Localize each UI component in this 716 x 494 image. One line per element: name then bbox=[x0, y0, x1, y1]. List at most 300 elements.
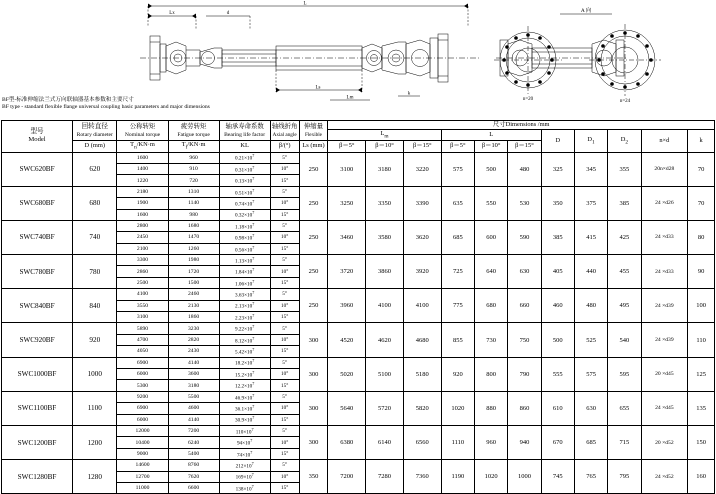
cell-D1: 685 bbox=[574, 425, 607, 459]
cell-bearing-life: $46.9\times 10^7$ bbox=[219, 391, 270, 402]
cell-fatigue-torque: 1310 bbox=[168, 186, 219, 197]
cell-nominal-torque: 3550 bbox=[117, 300, 168, 311]
cell-l-b5: 685 bbox=[441, 220, 474, 254]
cell-k: 70 bbox=[688, 152, 715, 186]
cell-flexible: 250 bbox=[299, 255, 328, 289]
th-fatigue-torque: 疲劳转矩 Fatigue torque bbox=[168, 121, 219, 141]
cell-nominal-torque: 12700 bbox=[117, 471, 168, 482]
cell-D1: 440 bbox=[574, 255, 607, 289]
cell-D1: 525 bbox=[574, 323, 607, 357]
cell-l-b5: 920 bbox=[441, 357, 474, 391]
cell-lm-b15: 3620 bbox=[403, 220, 441, 254]
cell-diameter: 740 bbox=[73, 220, 117, 254]
cell-D2: 355 bbox=[608, 152, 641, 186]
cell-axial-angle: 10° bbox=[270, 300, 299, 311]
th-dimensions: 尺寸Dimensions /mm bbox=[328, 121, 715, 130]
cell-nominal-torque: 4100 bbox=[117, 289, 168, 300]
cell-nominal-torque: 2800 bbox=[117, 220, 168, 231]
cell-bearing-life: $212\times 10^7$ bbox=[219, 460, 270, 471]
cell-D1: 575 bbox=[574, 357, 607, 391]
cell-D: 670 bbox=[541, 425, 574, 459]
cell-bearing-life: $138\times 10^7$ bbox=[219, 482, 270, 493]
cell-axial-angle: 10° bbox=[270, 334, 299, 345]
cell-lm-b15: 4680 bbox=[403, 323, 441, 357]
svg-text:Ls: Ls bbox=[315, 85, 321, 91]
table-row bbox=[2, 289, 715, 300]
th-D1: $D_1$ bbox=[574, 130, 607, 153]
cell-D: 405 bbox=[541, 255, 574, 289]
th-ls: Ls (mm) bbox=[299, 141, 328, 152]
svg-text:Lx: Lx bbox=[169, 11, 175, 17]
cell-D2: 455 bbox=[608, 255, 641, 289]
table-row bbox=[2, 186, 715, 197]
cell-nxd: 20 ×d52 bbox=[641, 425, 688, 459]
cell-D1: 480 bbox=[574, 289, 607, 323]
caption-en: BF type - standard flexible flange universal coupling basic parameters and major dimensions bbox=[2, 104, 210, 111]
cell-bearing-life: $0.56\times 10^7$ bbox=[219, 243, 270, 254]
cell-axial-angle: 5° bbox=[270, 289, 299, 300]
cell-lm-b10: 3180 bbox=[366, 152, 404, 186]
svg-text:L: L bbox=[303, 1, 307, 7]
cell-bearing-life: $1.18\times 10^7$ bbox=[219, 220, 270, 231]
cell-bearing-life: $3.63\times 10^7$ bbox=[219, 289, 270, 300]
cell-bearing-life: $36.1\times 10^7$ bbox=[219, 403, 270, 414]
cell-nxd: 24 ×d39 bbox=[641, 289, 688, 323]
cell-axial-angle: 10° bbox=[270, 198, 299, 209]
cell-l-b5: 1110 bbox=[441, 425, 474, 459]
cell-nominal-torque: 2180 bbox=[117, 186, 168, 197]
table-body bbox=[2, 152, 715, 494]
cell-lm-b10: 6140 bbox=[366, 425, 404, 459]
cell-D2: 540 bbox=[608, 323, 641, 357]
cell-axial-angle: 15° bbox=[270, 312, 299, 323]
th-kl: KL bbox=[219, 141, 270, 152]
th-lm-b10: β＝10° bbox=[366, 141, 404, 152]
cell-bearing-life: $9.22\times 10^7$ bbox=[219, 323, 270, 334]
cell-l-b15: 860 bbox=[508, 391, 541, 425]
cell-nominal-torque: 10400 bbox=[117, 437, 168, 448]
cell-axial-angle: 5° bbox=[270, 460, 299, 471]
cell-D: 555 bbox=[541, 357, 574, 391]
th-k: k bbox=[688, 130, 715, 153]
cell-model: SWC840BF bbox=[2, 289, 73, 323]
table-row bbox=[2, 255, 715, 266]
cell-lm-b10: 7280 bbox=[366, 460, 404, 494]
cell-D: 500 bbox=[541, 323, 574, 357]
cell-fatigue-torque: 5500 bbox=[168, 391, 219, 402]
cell-fatigue-torque: 1260 bbox=[168, 243, 219, 254]
cell-fatigue-torque: 4140 bbox=[168, 357, 219, 368]
cell-bearing-life: $0.98\times 10^7$ bbox=[219, 232, 270, 243]
svg-text:k: k bbox=[407, 91, 411, 97]
cell-l-b15: 530 bbox=[508, 186, 541, 220]
cell-bearing-life: $1.84\times 10^7$ bbox=[219, 266, 270, 277]
cell-nominal-torque: 2500 bbox=[117, 277, 168, 288]
cell-diameter: 780 bbox=[73, 255, 117, 289]
cell-l-b10: 680 bbox=[474, 289, 507, 323]
cell-nominal-torque: 12000 bbox=[117, 425, 168, 436]
cell-axial-angle: 5° bbox=[270, 152, 299, 163]
cell-D2: 655 bbox=[608, 391, 641, 425]
cell-axial-angle: 10° bbox=[270, 437, 299, 448]
cell-diameter: 1100 bbox=[73, 391, 117, 425]
cell-nxd: 24 ×d45 bbox=[641, 391, 688, 425]
cell-diameter: 1000 bbox=[73, 357, 117, 391]
cell-l-b15: 660 bbox=[508, 289, 541, 323]
cell-l-b15: 1000 bbox=[508, 460, 541, 494]
cell-bearing-life: $5.42\times 10^7$ bbox=[219, 346, 270, 357]
cell-diameter: 1280 bbox=[73, 460, 117, 494]
cell-fatigue-torque: 1720 bbox=[168, 266, 219, 277]
cell-fatigue-torque: 1680 bbox=[168, 220, 219, 231]
cell-l-b10: 600 bbox=[474, 220, 507, 254]
cell-axial-angle: 15° bbox=[270, 346, 299, 357]
cell-l-b15: 940 bbox=[508, 425, 541, 459]
cell-fatigue-torque: 2130 bbox=[168, 300, 219, 311]
cell-axial-angle: 10° bbox=[270, 403, 299, 414]
cell-bearing-life: $94\times 10^7$ bbox=[219, 437, 270, 448]
cell-axial-angle: 15° bbox=[270, 380, 299, 391]
th-beta: β/(°) bbox=[270, 141, 299, 152]
cell-nominal-torque: 1600 bbox=[117, 152, 168, 163]
svg-text:d: d bbox=[226, 11, 230, 17]
cell-bearing-life: $1.06\times 10^7$ bbox=[219, 277, 270, 288]
cell-nominal-torque: 5890 bbox=[117, 323, 168, 334]
th-lm-group: $L_m$ bbox=[328, 130, 441, 141]
cell-l-b5: 635 bbox=[441, 186, 474, 220]
cell-fatigue-torque: 960 bbox=[168, 152, 219, 163]
cell-lm-b10: 3860 bbox=[366, 255, 404, 289]
cell-axial-angle: 15° bbox=[270, 209, 299, 220]
cell-bearing-life: $8.12\times 10^7$ bbox=[219, 334, 270, 345]
cell-l-b10: 640 bbox=[474, 255, 507, 289]
cell-lm-b10: 3580 bbox=[366, 220, 404, 254]
cell-bearing-life: $110\times 10^7$ bbox=[219, 425, 270, 436]
cell-nominal-torque: 14600 bbox=[117, 460, 168, 471]
cell-l-b10: 880 bbox=[474, 391, 507, 425]
cell-D2: 425 bbox=[608, 220, 641, 254]
cell-nominal-torque: 6900 bbox=[117, 403, 168, 414]
table-header bbox=[2, 121, 715, 153]
cell-l-b10: 550 bbox=[474, 186, 507, 220]
table-row bbox=[2, 323, 715, 334]
table-row bbox=[2, 391, 715, 402]
cell-bearing-life: $0.32\times 10^7$ bbox=[219, 209, 270, 220]
cell-bearing-life: $12.2\times 10^7$ bbox=[219, 380, 270, 391]
cell-model: SWC740BF bbox=[2, 220, 73, 254]
svg-text:Lm: Lm bbox=[346, 95, 354, 101]
cell-flexible: 300 bbox=[299, 357, 328, 391]
cell-l-b10: 730 bbox=[474, 323, 507, 357]
cell-D1: 415 bbox=[574, 220, 607, 254]
cell-nxd: 24 ×d39 bbox=[641, 323, 688, 357]
cell-nominal-torque: 4050 bbox=[117, 346, 168, 357]
cell-bearing-life: $2.23\times 10^7$ bbox=[219, 312, 270, 323]
cell-fatigue-torque: 6600 bbox=[168, 482, 219, 493]
th-l-b5: β＝5° bbox=[441, 141, 474, 152]
cell-diameter: 620 bbox=[73, 152, 117, 186]
cell-nxd: 24 ×d52 bbox=[641, 460, 688, 494]
cell-l-b5: 725 bbox=[441, 255, 474, 289]
cell-model: SWC1100BF bbox=[2, 391, 73, 425]
cell-fatigue-torque: 6240 bbox=[168, 437, 219, 448]
cell-lm-b5: 6380 bbox=[328, 425, 366, 459]
cell-diameter: 680 bbox=[73, 186, 117, 220]
cell-nominal-torque: 11000 bbox=[117, 482, 168, 493]
cell-D1: 630 bbox=[574, 391, 607, 425]
cell-axial-angle: 10° bbox=[270, 471, 299, 482]
cell-axial-angle: 15° bbox=[270, 482, 299, 493]
cell-fatigue-torque: 1980 bbox=[168, 255, 219, 266]
cell-D: 460 bbox=[541, 289, 574, 323]
cell-k: 80 bbox=[688, 220, 715, 254]
cell-k: 90 bbox=[688, 255, 715, 289]
cell-lm-b5: 7200 bbox=[328, 460, 366, 494]
cell-nominal-torque: 1400 bbox=[117, 163, 168, 174]
cell-model: SWC920BF bbox=[2, 323, 73, 357]
cell-bearing-life: $2.13\times 10^7$ bbox=[219, 300, 270, 311]
cell-D2: 795 bbox=[608, 460, 641, 494]
cell-l-b5: 855 bbox=[441, 323, 474, 357]
cell-lm-b15: 3920 bbox=[403, 255, 441, 289]
th-axial-angle: 轴线折角 Axial angle bbox=[270, 121, 299, 141]
cell-nominal-torque: 6900 bbox=[117, 357, 168, 368]
cell-lm-b10: 4100 bbox=[366, 289, 404, 323]
cell-flexible: 250 bbox=[299, 186, 328, 220]
cell-fatigue-torque: 7620 bbox=[168, 471, 219, 482]
cell-fatigue-torque: 2460 bbox=[168, 289, 219, 300]
cell-nxd: 24 ×d26 bbox=[641, 186, 688, 220]
cell-nominal-torque: 1600 bbox=[117, 209, 168, 220]
cell-l-b10: 500 bbox=[474, 152, 507, 186]
cell-nominal-torque: 1220 bbox=[117, 175, 168, 186]
cell-axial-angle: 15° bbox=[270, 277, 299, 288]
cell-nominal-torque: 2860 bbox=[117, 266, 168, 277]
cell-fatigue-torque: 2820 bbox=[168, 334, 219, 345]
cell-model: SWC680BF bbox=[2, 186, 73, 220]
cell-model: SWC1200BF bbox=[2, 425, 73, 459]
cell-axial-angle: 10° bbox=[270, 266, 299, 277]
cell-fatigue-torque: 3600 bbox=[168, 368, 219, 379]
cell-bearing-life: $169\times 10^7$ bbox=[219, 471, 270, 482]
th-lm-b5: β＝5° bbox=[328, 141, 366, 152]
cell-lm-b15: 3220 bbox=[403, 152, 441, 186]
cell-fatigue-torque: 4140 bbox=[168, 414, 219, 425]
cell-lm-b15: 5180 bbox=[403, 357, 441, 391]
cell-D2: 385 bbox=[608, 186, 641, 220]
cell-fatigue-torque: 1470 bbox=[168, 232, 219, 243]
cell-bearing-life: $18.2\times 10^7$ bbox=[219, 357, 270, 368]
cell-axial-angle: 5° bbox=[270, 186, 299, 197]
cell-diameter: 840 bbox=[73, 289, 117, 323]
table-row bbox=[2, 425, 715, 436]
cell-D: 350 bbox=[541, 186, 574, 220]
cell-lm-b5: 5640 bbox=[328, 391, 366, 425]
cell-fatigue-torque: 720 bbox=[168, 175, 219, 186]
cell-diameter: 1200 bbox=[73, 425, 117, 459]
cell-lm-b5: 4520 bbox=[328, 323, 366, 357]
th-l-b15: β＝15° bbox=[508, 141, 541, 152]
cell-lm-b10: 5100 bbox=[366, 357, 404, 391]
caption-cn: BF型-标准伸缩法兰式万向联轴器基本参数和主要尺寸 bbox=[2, 97, 134, 103]
cell-nominal-torque: 4700 bbox=[117, 334, 168, 345]
cell-nominal-torque: 9000 bbox=[117, 448, 168, 459]
table-row bbox=[2, 152, 715, 163]
cell-l-b5: 1020 bbox=[441, 391, 474, 425]
cell-k: 70 bbox=[688, 186, 715, 220]
cell-lm-b15: 3390 bbox=[403, 186, 441, 220]
figure-caption bbox=[2, 97, 210, 111]
cell-nominal-torque: 3300 bbox=[117, 255, 168, 266]
th-bearing-life: 轴承寿命系数 Bearing life factor bbox=[219, 121, 270, 141]
cell-axial-angle: 10° bbox=[270, 232, 299, 243]
cell-model: SWC620BF bbox=[2, 152, 73, 186]
cell-axial-angle: 5° bbox=[270, 323, 299, 334]
cell-l-b15: 750 bbox=[508, 323, 541, 357]
cell-nominal-torque: 1900 bbox=[117, 198, 168, 209]
th-D2: $D_2$ bbox=[608, 130, 641, 153]
cell-lm-b5: 3720 bbox=[328, 255, 366, 289]
cell-diameter: 920 bbox=[73, 323, 117, 357]
th-model: 型号 Model bbox=[2, 121, 73, 153]
cell-l-b5: 1190 bbox=[441, 460, 474, 494]
cell-k: 100 bbox=[688, 289, 715, 323]
cell-axial-angle: 15° bbox=[270, 175, 299, 186]
cell-lm-b5: 3460 bbox=[328, 220, 366, 254]
th-l-group: L bbox=[441, 130, 541, 141]
cell-fatigue-torque: 5400 bbox=[168, 448, 219, 459]
th-nominal-torque: 公称转矩 Nominal torque bbox=[117, 121, 168, 141]
cell-nxd: 24 ×d33 bbox=[641, 255, 688, 289]
cell-axial-angle: 5° bbox=[270, 220, 299, 231]
cell-D: 385 bbox=[541, 220, 574, 254]
cell-fatigue-torque: 3180 bbox=[168, 380, 219, 391]
cell-axial-angle: 5° bbox=[270, 425, 299, 436]
cell-lm-b10: 3350 bbox=[366, 186, 404, 220]
cell-axial-angle: 5° bbox=[270, 255, 299, 266]
th-D: D bbox=[541, 130, 574, 153]
cell-lm-b5: 3960 bbox=[328, 289, 366, 323]
cell-l-b15: 590 bbox=[508, 220, 541, 254]
table-row bbox=[2, 460, 715, 471]
cell-fatigue-torque: 1500 bbox=[168, 277, 219, 288]
cell-axial-angle: 5° bbox=[270, 391, 299, 402]
technical-drawing bbox=[0, 0, 716, 120]
cell-l-b10: 960 bbox=[474, 425, 507, 459]
cell-l-b15: 480 bbox=[508, 152, 541, 186]
cell-l-b5: 575 bbox=[441, 152, 474, 186]
cell-nxd: 20n×d28 bbox=[641, 152, 688, 186]
th-tn: $T_n/KN\cdot m$ bbox=[117, 141, 168, 152]
table-row bbox=[2, 220, 715, 231]
th-flexible: 伸缩量 Flexible bbox=[299, 121, 328, 141]
cell-D: 745 bbox=[541, 460, 574, 494]
parameters-table bbox=[1, 120, 715, 494]
cell-lm-b5: 3250 bbox=[328, 186, 366, 220]
bolt-note-right: n=24 bbox=[619, 99, 631, 104]
cell-l-b10: 800 bbox=[474, 357, 507, 391]
cell-bearing-life: $74\times 10^7$ bbox=[219, 448, 270, 459]
cell-bearing-life: $0.21\times 10^7$ bbox=[219, 152, 270, 163]
cell-model: SWC1000BF bbox=[2, 357, 73, 391]
cell-model: SWC1280BF bbox=[2, 460, 73, 494]
th-d-mm: D (mm) bbox=[73, 141, 117, 152]
cell-bearing-life: $1.13\times 10^7$ bbox=[219, 255, 270, 266]
cell-axial-angle: 15° bbox=[270, 243, 299, 254]
cell-D2: 595 bbox=[608, 357, 641, 391]
th-l-b10: β＝10° bbox=[474, 141, 507, 152]
cell-flexible: 250 bbox=[299, 220, 328, 254]
svg-text:A 向: A 向 bbox=[580, 8, 592, 14]
cell-D1: 345 bbox=[574, 152, 607, 186]
cell-fatigue-torque: 980 bbox=[168, 209, 219, 220]
table-row bbox=[2, 357, 715, 368]
cell-k: 125 bbox=[688, 357, 715, 391]
cell-k: 135 bbox=[688, 391, 715, 425]
cell-nominal-torque: 2100 bbox=[117, 243, 168, 254]
cell-fatigue-torque: 8760 bbox=[168, 460, 219, 471]
cell-fatigue-torque: 4600 bbox=[168, 403, 219, 414]
th-nxd: n×d bbox=[641, 130, 688, 153]
cell-axial-angle: 15° bbox=[270, 448, 299, 459]
cell-k: 150 bbox=[688, 425, 715, 459]
cell-lm-b15: 4100 bbox=[403, 289, 441, 323]
cell-model: SWC780BF bbox=[2, 255, 73, 289]
cell-axial-angle: 15° bbox=[270, 414, 299, 425]
cell-bearing-life: $0.13\times 10^7$ bbox=[219, 175, 270, 186]
cell-D2: 715 bbox=[608, 425, 641, 459]
cell-bearing-life: $0.51\times 10^7$ bbox=[219, 186, 270, 197]
cell-bearing-life: $30.9\times 10^7$ bbox=[219, 414, 270, 425]
cell-D2: 495 bbox=[608, 289, 641, 323]
cell-flexible: 350 bbox=[299, 460, 328, 494]
cell-D: 325 bbox=[541, 152, 574, 186]
cell-flexible: 300 bbox=[299, 391, 328, 425]
cell-nominal-torque: 6000 bbox=[117, 414, 168, 425]
cell-flexible: 250 bbox=[299, 289, 328, 323]
cell-lm-b15: 7360 bbox=[403, 460, 441, 494]
cell-D1: 375 bbox=[574, 186, 607, 220]
cell-lm-b10: 5720 bbox=[366, 391, 404, 425]
cell-nxd: 24 ×d33 bbox=[641, 220, 688, 254]
cell-fatigue-torque: 910 bbox=[168, 163, 219, 174]
cell-l-b15: 790 bbox=[508, 357, 541, 391]
cell-bearing-life: $0.31\times 10^7$ bbox=[219, 163, 270, 174]
cell-nxd: 20 ×d45 bbox=[641, 357, 688, 391]
cell-bearing-life: $0.74\times 10^7$ bbox=[219, 198, 270, 209]
cell-fatigue-torque: 1860 bbox=[168, 312, 219, 323]
cell-nominal-torque: 3100 bbox=[117, 312, 168, 323]
cell-axial-angle: 10° bbox=[270, 368, 299, 379]
th-rotary-diameter: 回转直径 Rotary diameter bbox=[73, 121, 117, 141]
cell-lm-b15: 6560 bbox=[403, 425, 441, 459]
cell-k: 110 bbox=[688, 323, 715, 357]
cell-lm-b5: 3100 bbox=[328, 152, 366, 186]
cell-lm-b15: 5820 bbox=[403, 391, 441, 425]
cell-axial-angle: 10° bbox=[270, 163, 299, 174]
cell-l-b5: 775 bbox=[441, 289, 474, 323]
cell-fatigue-torque: 3230 bbox=[168, 323, 219, 334]
cell-D1: 765 bbox=[574, 460, 607, 494]
cell-flexible: 300 bbox=[299, 425, 328, 459]
cell-lm-b5: 5020 bbox=[328, 357, 366, 391]
cell-fatigue-torque: 7200 bbox=[168, 425, 219, 436]
cell-lm-b10: 4620 bbox=[366, 323, 404, 357]
cell-bearing-life: $15.2\times 10^7$ bbox=[219, 368, 270, 379]
cell-nominal-torque: 9200 bbox=[117, 391, 168, 402]
cell-D: 610 bbox=[541, 391, 574, 425]
cell-axial-angle: 5° bbox=[270, 357, 299, 368]
